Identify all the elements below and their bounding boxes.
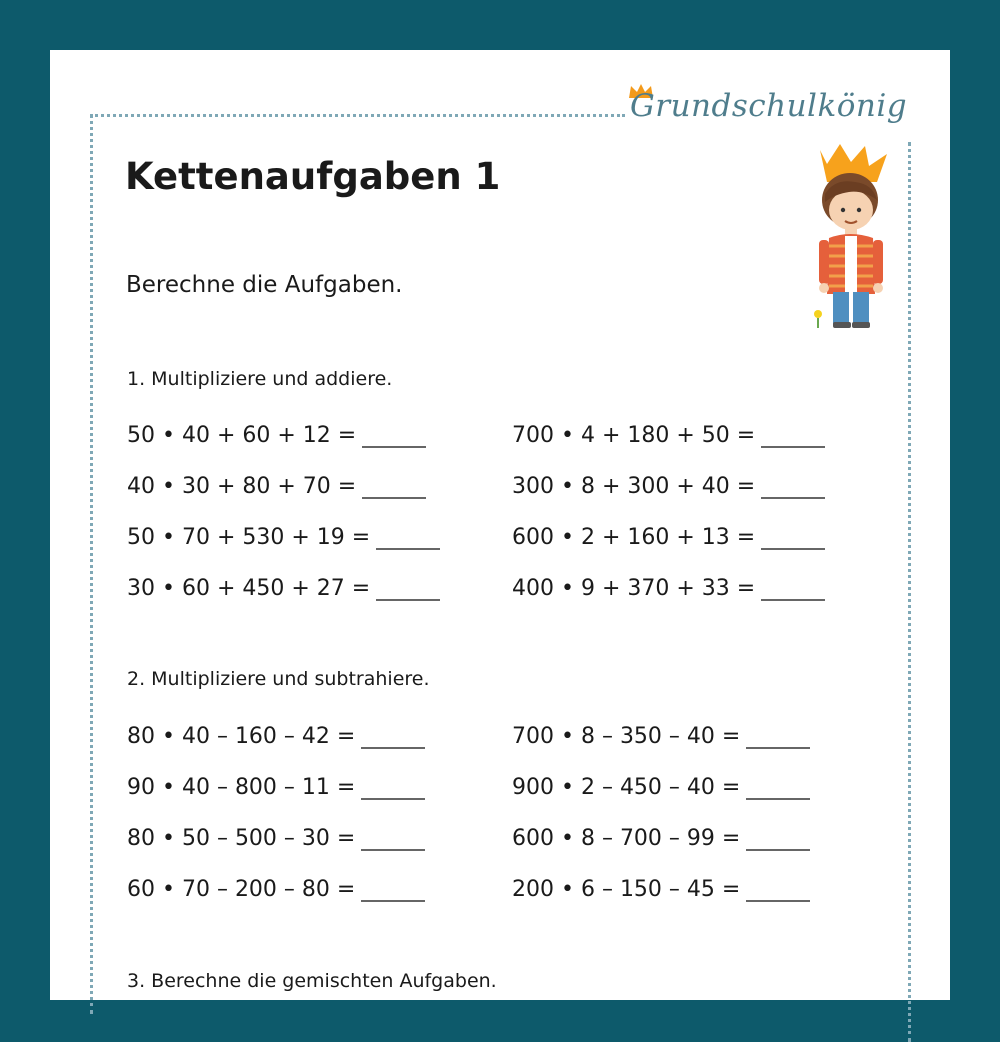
answer-blank[interactable] xyxy=(361,727,425,749)
task-expression: 600 • 8 – 700 – 99 = xyxy=(512,826,741,851)
answer-blank[interactable] xyxy=(362,426,426,448)
task-1-right-4 xyxy=(512,576,825,601)
task-1-left-2 xyxy=(127,474,426,499)
answer-blank[interactable] xyxy=(362,477,426,499)
task-1-right-2 xyxy=(512,474,825,499)
answer-blank[interactable] xyxy=(746,829,810,851)
task-2-left-2 xyxy=(127,775,425,800)
task-1-left-3 xyxy=(127,525,440,550)
answer-blank[interactable] xyxy=(746,727,810,749)
task-expression: 50 • 70 + 530 + 19 = xyxy=(127,525,371,550)
task-expression: 80 • 50 – 500 – 30 = xyxy=(127,826,356,851)
worksheet-instruction: Berechne die Aufgaben. xyxy=(126,272,403,298)
task-1-right-1 xyxy=(512,423,825,448)
answer-blank[interactable] xyxy=(746,880,810,902)
answer-blank[interactable] xyxy=(761,528,825,550)
task-2-left-3 xyxy=(127,826,425,851)
section-3-heading: 3. Berechne die gemischten Aufgaben. xyxy=(127,970,497,992)
dotted-border-right xyxy=(908,142,911,1042)
task-expression: 600 • 2 + 160 + 13 = xyxy=(512,525,756,550)
section-2-heading: 2. Multipliziere und subtrahiere. xyxy=(127,668,430,690)
task-expression: 40 • 30 + 80 + 70 = xyxy=(127,474,357,499)
dotted-border-left xyxy=(90,114,93,1014)
task-2-right-1 xyxy=(512,724,810,749)
task-expression: 400 • 9 + 370 + 33 = xyxy=(512,576,756,601)
brand-logo: Grundschulkönig xyxy=(630,88,908,124)
answer-blank[interactable] xyxy=(361,880,425,902)
answer-blank[interactable] xyxy=(761,477,825,499)
boy-with-crown-illustration xyxy=(805,142,895,332)
task-2-right-4 xyxy=(512,877,810,902)
task-1-left-4 xyxy=(127,576,440,601)
task-expression: 700 • 8 – 350 – 40 = xyxy=(512,724,741,749)
task-expression: 700 • 4 + 180 + 50 = xyxy=(512,423,756,448)
answer-blank[interactable] xyxy=(361,778,425,800)
worksheet-page xyxy=(50,50,950,1000)
task-expression: 50 • 40 + 60 + 12 = xyxy=(127,423,357,448)
task-2-right-3 xyxy=(512,826,810,851)
task-expression: 200 • 6 – 150 – 45 = xyxy=(512,877,741,902)
dotted-border-top xyxy=(90,114,625,117)
task-2-left-4 xyxy=(127,877,425,902)
task-1-left-1 xyxy=(127,423,426,448)
section-1-heading: 1. Multipliziere und addiere. xyxy=(127,368,393,390)
task-expression: 900 • 2 – 450 – 40 = xyxy=(512,775,741,800)
task-expression: 30 • 60 + 450 + 27 = xyxy=(127,576,371,601)
task-expression: 90 • 40 – 800 – 11 = xyxy=(127,775,356,800)
worksheet-title: Kettenaufgaben 1 xyxy=(125,155,501,198)
answer-blank[interactable] xyxy=(376,528,440,550)
answer-blank[interactable] xyxy=(761,579,825,601)
task-2-right-2 xyxy=(512,775,810,800)
task-expression: 300 • 8 + 300 + 40 = xyxy=(512,474,756,499)
task-1-right-3 xyxy=(512,525,825,550)
task-expression: 80 • 40 – 160 – 42 = xyxy=(127,724,356,749)
answer-blank[interactable] xyxy=(376,579,440,601)
answer-blank[interactable] xyxy=(361,829,425,851)
task-expression: 60 • 70 – 200 – 80 = xyxy=(127,877,356,902)
answer-blank[interactable] xyxy=(761,426,825,448)
task-2-left-1 xyxy=(127,724,425,749)
answer-blank[interactable] xyxy=(746,778,810,800)
